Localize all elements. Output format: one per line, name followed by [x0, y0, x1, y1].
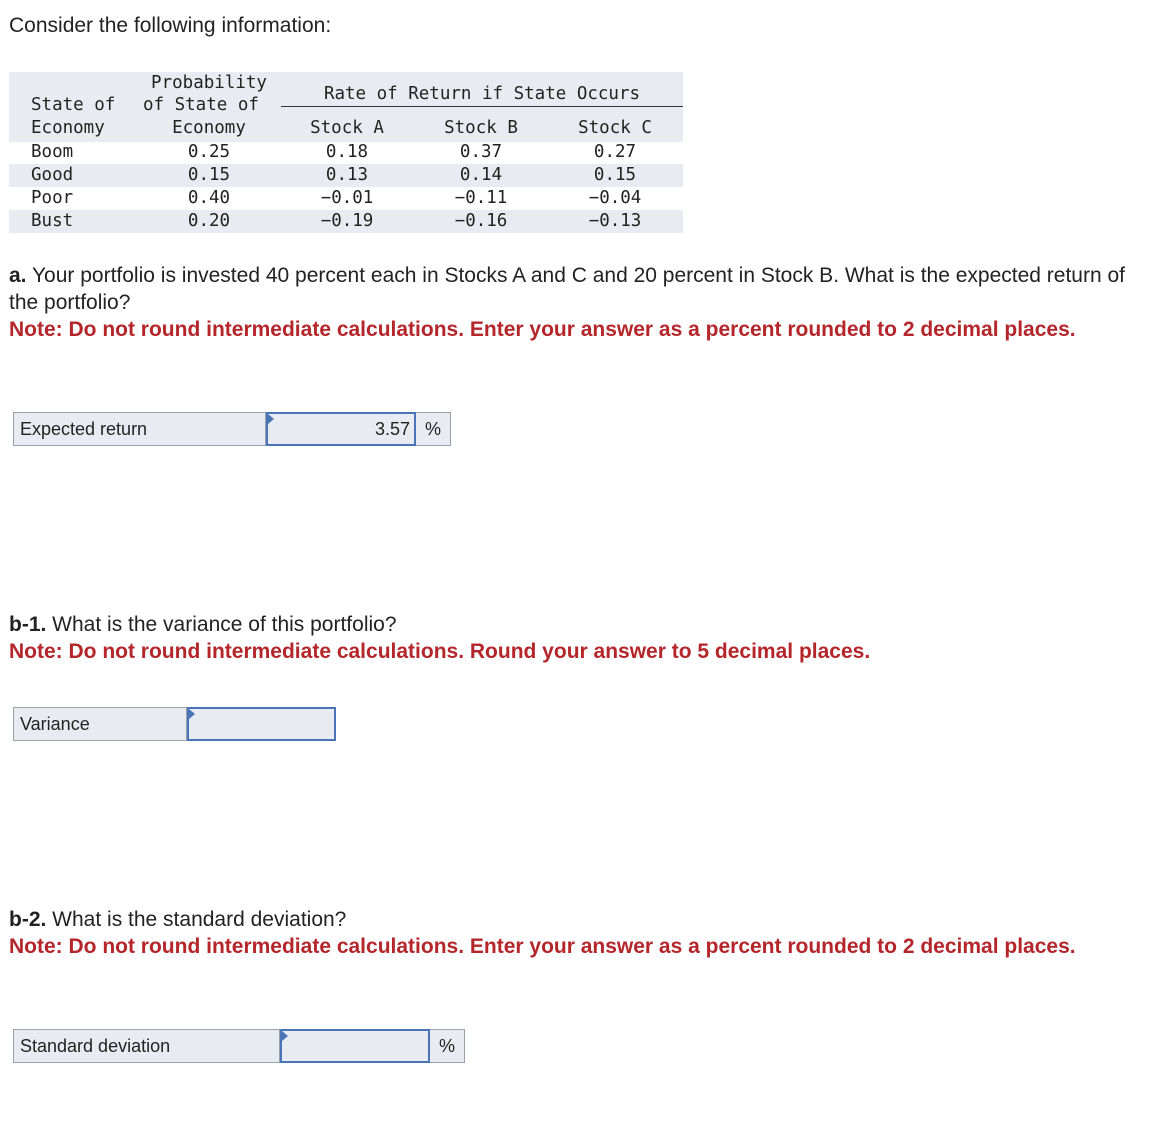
std-dev-unit: % [430, 1029, 465, 1063]
cell-stock-a: −0.01 [320, 188, 374, 208]
cell-stock-c: 0.15 [593, 165, 637, 185]
cell-stock-c: 0.27 [593, 142, 637, 162]
header-state-line1: State of [31, 95, 116, 115]
cell-stock-b: −0.16 [454, 211, 508, 231]
question-a [9, 262, 1129, 316]
header-prob-line2: of State of [143, 95, 259, 115]
input-marker-icon [189, 709, 195, 719]
group-underline [281, 106, 683, 107]
expected-return-value: 3.57 [374, 419, 410, 439]
header-group: Rate of Return if State Occurs [323, 84, 641, 104]
question-b1-label: b-1. [9, 613, 47, 636]
input-marker-icon [268, 414, 274, 424]
header-prob-line1: Probability [151, 73, 267, 93]
question-b2 [9, 906, 1129, 933]
cell-stock-b: −0.11 [454, 188, 508, 208]
header-stock-a: Stock A [310, 118, 384, 138]
cell-stock-b: 0.37 [459, 142, 503, 162]
cell-stock-a: −0.19 [320, 211, 374, 231]
input-marker-icon [282, 1031, 288, 1041]
intro-text: Consider the following information: [9, 14, 332, 37]
cell-state: Poor [31, 188, 74, 208]
cell-stock-a: 0.13 [325, 165, 369, 185]
header-stock-c: Stock C [578, 118, 652, 138]
question-a-text: Your portfolio is invested 40 percent each in Stocks A and C and 20 percent in Stock B. What is the expected return of the portfolio? [9, 264, 1126, 314]
note-b2: Note: Do not round intermediate calculations. Enter your answer as a percent rounded to 2 decimal places. [9, 935, 1076, 958]
std-dev-label: Standard deviation [13, 1029, 280, 1063]
variance-label: Variance [13, 707, 187, 741]
expected-return-unit: % [416, 412, 451, 446]
note-b1: Note: Do not round intermediate calculations. Round your answer to 5 decimal places. [9, 640, 871, 663]
cell-prob: 0.40 [187, 188, 231, 208]
returns-table [9, 72, 683, 234]
cell-state: Boom [31, 142, 74, 162]
cell-stock-b: 0.14 [459, 165, 503, 185]
header-prob-line3: Economy [172, 118, 246, 138]
question-b2-label: b-2. [9, 908, 47, 931]
cell-state: Bust [31, 211, 74, 231]
cell-stock-c: −0.13 [588, 211, 642, 231]
question-b1-text: What is the variance of this portfolio? [46, 613, 397, 636]
question-b1 [9, 611, 1129, 638]
header-stock-b: Stock B [444, 118, 518, 138]
cell-prob: 0.20 [187, 211, 231, 231]
expected-return-label: Expected return [13, 412, 266, 446]
cell-prob: 0.25 [187, 142, 231, 162]
cell-state: Good [31, 165, 74, 185]
std-dev-input[interactable] [280, 1029, 430, 1063]
cell-stock-c: −0.04 [588, 188, 642, 208]
note-a: Note: Do not round intermediate calculations. Enter your answer as a percent rounded to 2 decimal places. [9, 318, 1076, 341]
question-b2-text: What is the standard deviation? [46, 908, 347, 931]
question-a-label: a. [9, 264, 27, 287]
header-state-line2: Economy [31, 118, 105, 138]
cell-stock-a: 0.18 [325, 142, 369, 162]
variance-input[interactable] [187, 707, 336, 741]
cell-prob: 0.15 [187, 165, 231, 185]
expected-return-input[interactable] [266, 412, 416, 446]
